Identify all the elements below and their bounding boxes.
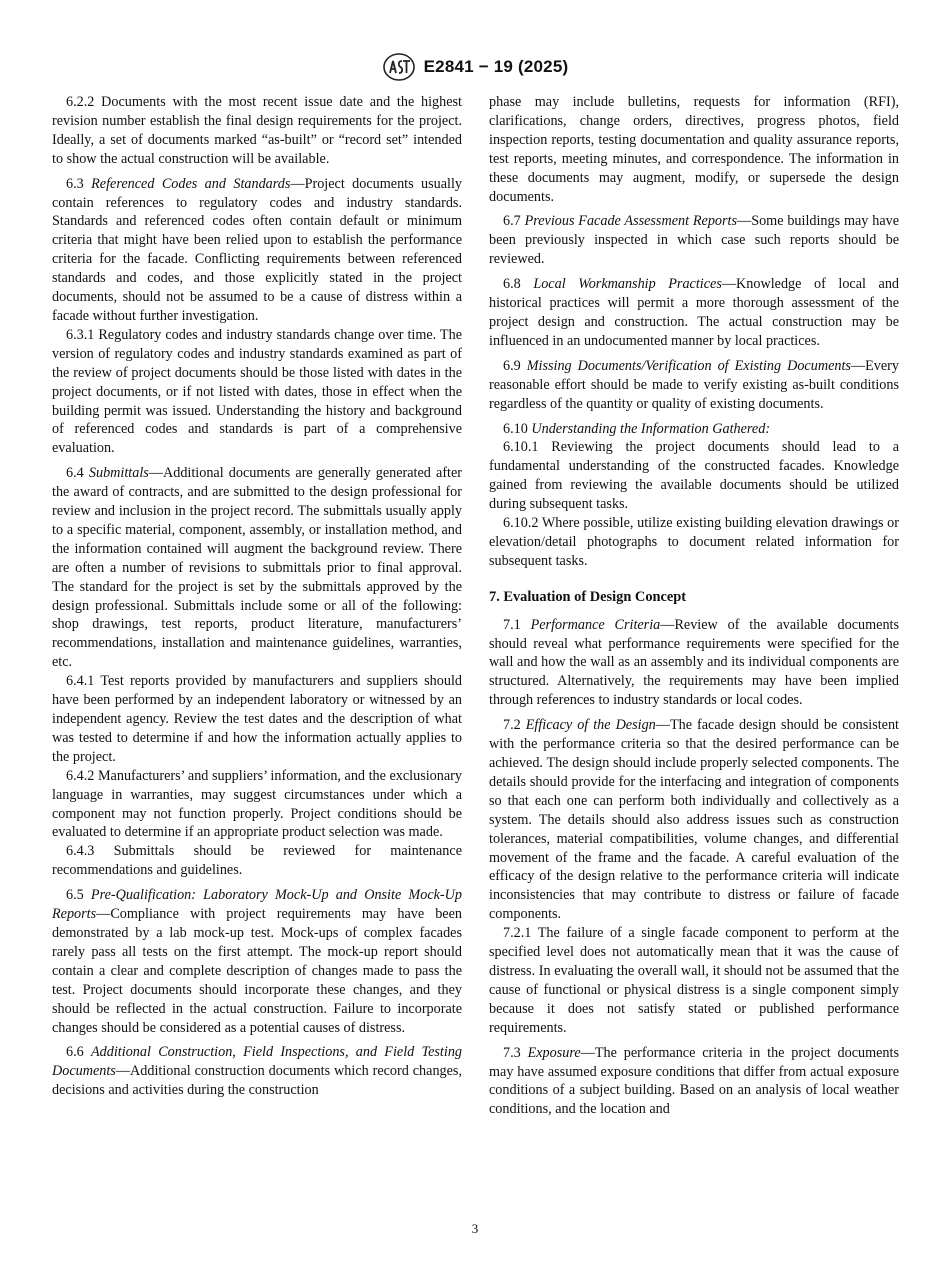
paragraph-6-10: 6.10 Understanding the Information Gathered: <box>503 420 771 437</box>
paragraph-7-1: 7.1 Performance Criteria—Review of the available documents should reveal what performance requirements were specified for the wall and how the wall as an assembly and its individual components are structured. Alternatively, the requirements may have been implied through references to industry standards or local codes. <box>489 616 900 709</box>
paragraph-6-7: 6.7 Previous Facade Assessment Reports—Some buildings may have been previously inspected in which case such reports should be reviewed. <box>489 213 900 268</box>
section-heading-7: 7. Evaluation of Design Concept <box>489 588 687 605</box>
paragraph-6-5: 6.5 Pre-Qualification: Laboratory Mock-Up and Onsite Mock-Up Reports—Compliance with project requirements may have been demonstrated by a lab mock-up test. Mock-ups of complex facades rarely pass all tests on the first attempt. The mock-up report should contain a clear and complete description of changes made to pass the test. Project documents should incorporate these changes, and they should be reflected in the actual construction. Failure to incorporate changes should be considered as a potential causes of distress. <box>52 887 462 1036</box>
paragraph-6-4-2: 6.4.2 Manufacturers’ and suppliers’ information, and the exclusionary language in warranties, may suggest circumstances under which a component may not function properly. Project conditions should be evaluated to determine if an appropriate product selection was made. <box>52 767 462 841</box>
standard-designation: E2841 − 19 (2025) <box>423 57 569 76</box>
heading-additional-construction: Additional Construction, Field Inspections, and Field Testing Documents <box>52 1044 463 1080</box>
paragraph-6-2-2: 6.2.2 Documents with the most recent issue date and the highest revision number establish the final design requirements for the project. Ideally, a set of documents marked “as-built” or “record set” intended to show the actual construction will be available. <box>52 94 462 167</box>
heading-efficacy-of-design: Efficacy of the Design <box>525 717 656 734</box>
heading-exposure: Exposure <box>527 1044 581 1061</box>
paragraph-6-10-2: 6.10.2 Where possible, utilize existing building elevation drawings or elevation/detail photographs to document related information for subsequent tasks. <box>489 515 899 569</box>
paragraph-6-6-continued: phase may include bulletins, requests for information (RFI), clarifications, change orders, directives, progress photos, field inspection reports, testing documentation and quality assurance reports, test reports, meeting minutes, and correspondence. The information in these documents may augment, modify, or supersede the design documents. <box>489 94 899 205</box>
page-number: 3 <box>471 1221 479 1236</box>
paragraph-7-3: 7.3 Exposure—The performance criteria in the project documents may have assumed exposure conditions that differ from actual exposure conditions of a subject building. Based on an analysis of local weather conditions, and the location and <box>489 1044 899 1118</box>
paragraph-6-10-1: 6.10.1 Reviewing the project documents should lead to a fundamental understanding of the constructed facades. Knowledge gained from reviewing the available documents should be utilized during subsequent tasks. <box>489 439 899 513</box>
heading-previous-assessment: Previous Facade Assessment Reports <box>524 213 737 230</box>
paragraph-7-2-1: 7.2.1 The failure of a single facade component to perform at the specified level does not automatically mean that it was the cause of distress. In evaluating the overall wall, it should not be assumed that the cause of functional or physical distress is a single component simply because it does not satisfy stated or published performance requirements. <box>489 925 899 1036</box>
left-column <box>52 93 462 1100</box>
heading-performance-criteria: Performance Criteria <box>530 616 661 633</box>
heading-pre-qualification: Pre-Qualification: Laboratory Mock-Up and Onsite Mock-Up Reports <box>52 887 462 923</box>
paragraph-7-2: 7.2 Efficacy of the Design—The facade design should be consistent with the performance criteria so that the desired performance can be achieved. The design should include properly selected components. The details should provide for the interfacing and integration of components so that each one can perform both individually and collectively as a system. The details should also address issues such as construction tolerances, material compatibilities, volume changes, and differential movement of the frame and the facade. A careful evaluation of the efficacy of the design relative to the performance criteria will indicate inconsistencies that may contribute to distress or failure of facade components. <box>489 717 900 923</box>
astm-logo-icon <box>382 52 416 82</box>
heading-missing-documents: Missing Documents/Verification of Existing Documents <box>526 357 851 374</box>
heading-submittals: Submittals <box>88 465 149 482</box>
heading-referenced-codes: Referenced Codes and Standards <box>91 175 291 192</box>
paragraph-6-4-3: 6.4.3 Submittals should be reviewed for maintenance recommendations and guidelines. <box>52 843 462 879</box>
paragraph-6-9: 6.9 Missing Documents/Verification of Existing Documents—Every reasonable effort should be made to verify existing as-built conditions regardless of the quantity or quality of existing documents. <box>489 357 899 412</box>
paragraph-6-6: 6.6 Additional Construction, Field Inspections, and Field Testing Documents—Additional construction documents which record changes, decisions and activities during the construction <box>52 1044 463 1099</box>
page-header <box>0 52 950 82</box>
paragraph-6-4-1: 6.4.1 Test reports provided by manufacturers and suppliers should have been performed by an independent laboratory or witnessed by an independent agency. Review the test dates and the description of what was tested to determine if and how the information actually applies to the project. <box>52 673 462 765</box>
heading-local-workmanship: Local Workmanship Practices <box>533 276 722 293</box>
right-column <box>489 93 899 1119</box>
paragraph-6-3: 6.3 Referenced Codes and Standards—Project documents usually contain references to regulatory codes and industry standards. Standards and referenced codes often contain default or minimum criteria that might have been relied upon to establish the performance criteria for the facade. Conflicting requirements between referenced standards and codes, and those explicitly stated in the project documents, should not be assumed to be a cause of distress within a facade without further investigation. <box>52 175 463 324</box>
paragraph-6-8: 6.8 Local Workmanship Practices—Knowledge of local and historical practices will permit a more thorough assessment of the project design and construction. The actual construction may be influenced in an undocumented manner by local practices. <box>489 276 900 349</box>
paragraph-6-3-1: 6.3.1 Regulatory codes and industry standards change over time. The version of regulatory codes and industry standards examined as part of the review of project documents should be those listed with dates in the project documents, or if not listed with dates, those in effect when the building permit was issued. Understanding the history and background of referenced codes and standards is part of a comprehensive evaluation. <box>52 326 462 457</box>
paragraph-6-4: 6.4 Submittals—Additional documents are generally generated after the award of contracts, and are submitted to the design professional for review and inclusion in the project record. The submittals usually apply to a specific material, component, assembly, or installation method, and the information contained will augment the background review. There are often a number of revisions to submittals prior to final approval. The standard for the project is set by the submittals approved by the design professional. Submittals include some or all of the following: shop drawings, test reports, product literature, manufacturers’ recommendations, installation and maintenance guidelines, warranties, etc. <box>52 465 463 671</box>
heading-understanding-information: Understanding the Information Gathered: <box>531 420 771 437</box>
